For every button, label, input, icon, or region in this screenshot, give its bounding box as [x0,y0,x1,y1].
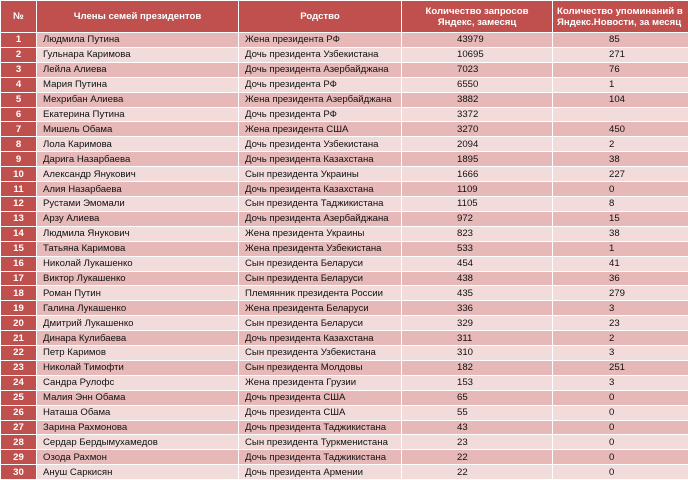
relation: Жена президента Узбекистана [239,241,402,256]
news-mentions: 450 [553,122,688,137]
row-number: 15 [1,241,37,256]
member-name: Малия Энн Обама [37,390,239,405]
table-row [1,182,688,197]
table-row [1,375,688,390]
yandex-queries: 55 [402,405,553,420]
news-mentions: 8 [553,196,688,211]
member-name: Лейла Алиева [37,62,239,77]
member-name: Сердар Бердымухамедов [37,435,239,450]
table-row [1,47,688,62]
table-row [1,346,688,361]
table-row [1,390,688,405]
relation: Дочь президента Армении [239,465,402,480]
news-mentions: 1 [553,241,688,256]
row-number: 9 [1,152,37,167]
member-name: Гульнара Каримова [37,47,239,62]
row-number: 10 [1,167,37,182]
row-number: 7 [1,122,37,137]
yandex-queries: 1666 [402,167,553,182]
relation: Дочь президента Узбекистана [239,47,402,62]
table-row [1,167,688,182]
row-number: 28 [1,435,37,450]
row-number: 23 [1,360,37,375]
news-mentions: 0 [553,450,688,465]
yandex-queries: 6550 [402,77,553,92]
relation: Дочь президента Таджикистана [239,450,402,465]
news-mentions: 76 [553,62,688,77]
member-name: Людмила Янукович [37,226,239,241]
row-number: 30 [1,465,37,480]
yandex-queries: 65 [402,390,553,405]
relation: Сын президента Украины [239,167,402,182]
relation: Дочь президента Казахстана [239,331,402,346]
row-number: 12 [1,196,37,211]
relation: Дочь президента Таджикистана [239,420,402,435]
yandex-queries: 22 [402,465,553,480]
member-name: Арзу Алиева [37,211,239,226]
table-row [1,360,688,375]
row-number: 26 [1,405,37,420]
yandex-queries: 310 [402,346,553,361]
relation: Сын президента Беларуси [239,256,402,271]
yandex-queries: 43 [402,420,553,435]
news-mentions: 41 [553,256,688,271]
row-number: 21 [1,331,37,346]
row-number: 17 [1,271,37,286]
header-news-mentions: Количество упоминаний в Яндекс.Новости, за месяц [553,1,688,33]
member-name: Роман Путин [37,286,239,301]
member-name: Дарига Назарбаева [37,152,239,167]
row-number: 8 [1,137,37,152]
yandex-queries: 2094 [402,137,553,152]
relation: Дочь президента США [239,390,402,405]
yandex-queries: 336 [402,301,553,316]
yandex-queries: 311 [402,331,553,346]
relation: Жена президента Азербайджана [239,92,402,107]
member-name: Рустами Эмомали [37,196,239,211]
table-body [1,33,688,480]
table-row [1,331,688,346]
news-mentions: 85 [553,33,688,48]
member-name: Петр Каримов [37,346,239,361]
yandex-queries: 1105 [402,196,553,211]
member-name: Мишель Обама [37,122,239,137]
yandex-queries: 1109 [402,182,553,197]
news-mentions: 23 [553,316,688,331]
relation: Дочь президента Казахстана [239,182,402,197]
table-row [1,196,688,211]
yandex-queries: 22 [402,450,553,465]
relation: Жена президента Украины [239,226,402,241]
news-mentions: 0 [553,435,688,450]
yandex-queries: 533 [402,241,553,256]
relation: Дочь президента Азербайджана [239,62,402,77]
row-number: 14 [1,226,37,241]
row-number: 16 [1,256,37,271]
yandex-queries: 454 [402,256,553,271]
header-yandex-queries: Количество запросов Яндекс, замесяц [402,1,553,33]
member-name: Мехрибан Алиева [37,92,239,107]
news-mentions: 104 [553,92,688,107]
yandex-queries: 329 [402,316,553,331]
news-mentions: 251 [553,360,688,375]
row-number: 5 [1,92,37,107]
table-row [1,241,688,256]
member-name: Екатерина Путина [37,107,239,122]
row-number: 1 [1,33,37,48]
yandex-queries: 438 [402,271,553,286]
yandex-queries: 23 [402,435,553,450]
table-row [1,301,688,316]
member-name: Ануш Саркисян [37,465,239,480]
member-name: Мария Путина [37,77,239,92]
member-name: Зарина Рахмонова [37,420,239,435]
header-relation: Родство [239,1,402,33]
relation: Жена президента Грузии [239,375,402,390]
yandex-queries: 43979 [402,33,553,48]
relation: Дочь президента Казахстана [239,152,402,167]
member-name: Николай Тимофти [37,360,239,375]
table-row [1,92,688,107]
row-number: 3 [1,62,37,77]
member-name: Наташа Обама [37,405,239,420]
news-mentions: 227 [553,167,688,182]
table-row [1,435,688,450]
member-name: Галина Лукашенко [37,301,239,316]
relation: Жена президента Беларуси [239,301,402,316]
relation: Сын президента Беларуси [239,316,402,331]
table-row [1,152,688,167]
news-mentions: 271 [553,47,688,62]
table-row [1,420,688,435]
member-name: Александр Янукович [37,167,239,182]
news-mentions: 0 [553,465,688,480]
row-number: 27 [1,420,37,435]
news-mentions: 0 [553,390,688,405]
yandex-queries: 3270 [402,122,553,137]
row-number: 24 [1,375,37,390]
table-row [1,271,688,286]
news-mentions: 3 [553,301,688,316]
member-name: Динара Кулибаева [37,331,239,346]
relation: Жена президента РФ [239,33,402,48]
table-row [1,122,688,137]
relation: Дочь президента Узбекистана [239,137,402,152]
row-number: 22 [1,346,37,361]
yandex-queries: 972 [402,211,553,226]
yandex-queries: 3372 [402,107,553,122]
table-row [1,33,688,48]
yandex-queries: 3882 [402,92,553,107]
table-row [1,316,688,331]
news-mentions: 0 [553,420,688,435]
row-number: 18 [1,286,37,301]
member-name: Людмила Путина [37,33,239,48]
table-row [1,62,688,77]
member-name: Виктор Лукашенко [37,271,239,286]
yandex-queries: 1895 [402,152,553,167]
relation: Дочь президента РФ [239,107,402,122]
header-number: № [1,1,37,33]
relation: Сын президента Таджикистана [239,196,402,211]
table-row [1,77,688,92]
relation: Дочь президента США [239,405,402,420]
news-mentions: 2 [553,331,688,346]
yandex-queries: 823 [402,226,553,241]
table-row [1,107,688,122]
news-mentions: 38 [553,226,688,241]
news-mentions: 38 [553,152,688,167]
news-mentions: 1 [553,77,688,92]
news-mentions: 2 [553,137,688,152]
news-mentions: 0 [553,182,688,197]
news-mentions: 3 [553,375,688,390]
yandex-queries: 10695 [402,47,553,62]
table-row [1,465,688,480]
news-mentions: 279 [553,286,688,301]
row-number: 6 [1,107,37,122]
row-number: 19 [1,301,37,316]
table-row [1,286,688,301]
relation: Племянник президента России [239,286,402,301]
member-name: Озода Рахмон [37,450,239,465]
table-row [1,211,688,226]
relation: Сын президента Туркменистана [239,435,402,450]
row-number: 29 [1,450,37,465]
member-name: Татьяна Каримова [37,241,239,256]
member-name: Сандра Рулофс [37,375,239,390]
news-mentions: 3 [553,346,688,361]
relation: Дочь президента РФ [239,77,402,92]
relation: Жена президента США [239,122,402,137]
news-mentions: 36 [553,271,688,286]
relation: Дочь президента Азербайджана [239,211,402,226]
table-row [1,226,688,241]
member-name: Алия Назарбаева [37,182,239,197]
table-row [1,256,688,271]
row-number: 4 [1,77,37,92]
news-mentions: 0 [553,405,688,420]
relation: Сын президента Молдовы [239,360,402,375]
relation: Сын президента Узбекистана [239,346,402,361]
yandex-queries: 182 [402,360,553,375]
table-row [1,405,688,420]
header-family-member: Члены семей президентов [37,1,239,33]
member-name: Дмитрий Лукашенко [37,316,239,331]
news-mentions [553,107,688,122]
row-number: 20 [1,316,37,331]
row-number: 25 [1,390,37,405]
yandex-queries: 153 [402,375,553,390]
row-number: 2 [1,47,37,62]
yandex-queries: 435 [402,286,553,301]
news-mentions: 15 [553,211,688,226]
row-number: 13 [1,211,37,226]
yandex-queries: 7023 [402,62,553,77]
row-number: 11 [1,182,37,197]
table-row [1,137,688,152]
member-name: Лола Каримова [37,137,239,152]
header-row [1,1,688,33]
relation: Сын президента Беларуси [239,271,402,286]
table-row [1,450,688,465]
member-name: Николай Лукашенко [37,256,239,271]
